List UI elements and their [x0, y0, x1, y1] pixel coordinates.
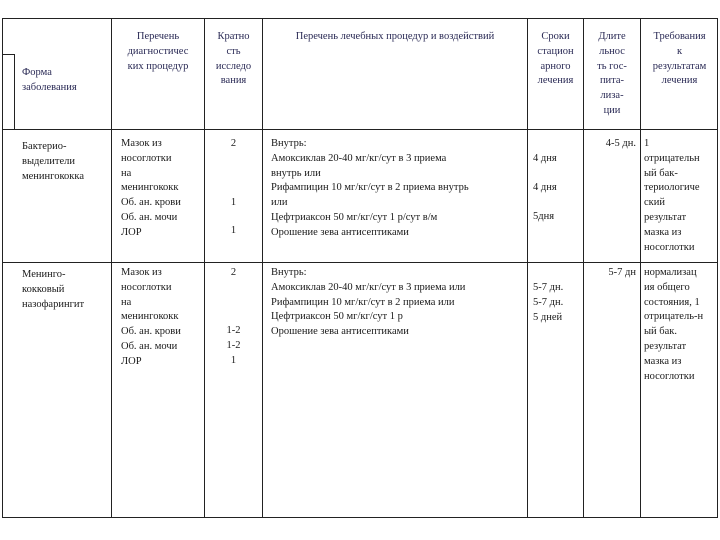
header-multiplicity: Кратно сть исследо вания — [215, 31, 252, 87]
header-treatment: Перечень лечебных процедур и воздействий — [295, 31, 495, 42]
column-divider — [527, 18, 528, 518]
row2-duration: 5-7 дн — [608, 267, 636, 278]
header-terms: Сроки стацион арного лечения — [537, 31, 574, 87]
row-divider — [2, 262, 718, 263]
row2-terms: 5-7 дн. 5-7 дн. 5 дней — [533, 282, 564, 323]
row1-terms-2: 4 дня — [533, 182, 557, 193]
row2-form: Менинго- кокковый назофарингит — [22, 269, 85, 310]
row2-multiplicity-2: 1-2 1-2 1 — [226, 325, 241, 366]
row1-multiplicity-3: 1 — [230, 225, 237, 236]
row2-requirements: нормализац ия общего состояния, 1 отрицатель-н ый бак. результат мазка из носоглотки — [644, 267, 704, 382]
column-divider — [262, 18, 263, 518]
row1-duration: 4-5 дн. — [605, 138, 636, 149]
row1-multiplicity-2: 1 — [230, 197, 237, 208]
header-divider — [14, 54, 15, 130]
row2-diagnostics: Мазок из носоглотки на менингококк Об. ан. крови Об. ан. мочи ЛОР — [121, 267, 181, 367]
header-diagnostics: Перечень диагностичес ких процедур — [127, 31, 189, 72]
row1-terms-3: 5дня — [533, 211, 555, 222]
column-divider — [111, 18, 112, 518]
row1-requirements: 1 отрицательн ый бак- териологиче ский результат мазка из носоглотки — [644, 138, 700, 253]
row2-treatment: Внутрь: Амоксиклав 20-40 мг/кг/сут в 3 приема или Рифампицин 10 мг/кг/сут в 2 приема или Цефтриаксон 50 мг/кг/сут 1 р Орошение зева антисептиками — [271, 267, 466, 338]
header-requirements: Требования к результатам лечения — [652, 31, 707, 87]
row1-terms-1: 4 дня — [533, 153, 557, 164]
row1-form: Бактерио- выделители менингококка — [22, 141, 84, 182]
header-divider — [2, 54, 15, 55]
column-divider — [640, 18, 641, 518]
row-divider — [2, 129, 718, 130]
header-duration: Длите льнос ть гос- пита- лиза- ции — [597, 31, 627, 116]
row1-treatment: Внутрь: Амоксиклав 20-40 мг/кг/сут в 3 приема внутрь или Рифампицин 10 мг/кг/сут в 2 приема внутрь или Цефтриаксон 50 мг/кг/сут 1 р/сут в/м Орошение зева антисептиками — [271, 138, 469, 238]
row1-multiplicity-1: 2 — [230, 138, 237, 149]
header-form: Форма заболевания — [22, 67, 77, 93]
row2-multiplicity-1: 2 — [230, 267, 237, 278]
row1-diagnostics: Мазок из носоглотки на менингококк Об. ан. крови Об. ан. мочи ЛОР — [121, 138, 181, 238]
